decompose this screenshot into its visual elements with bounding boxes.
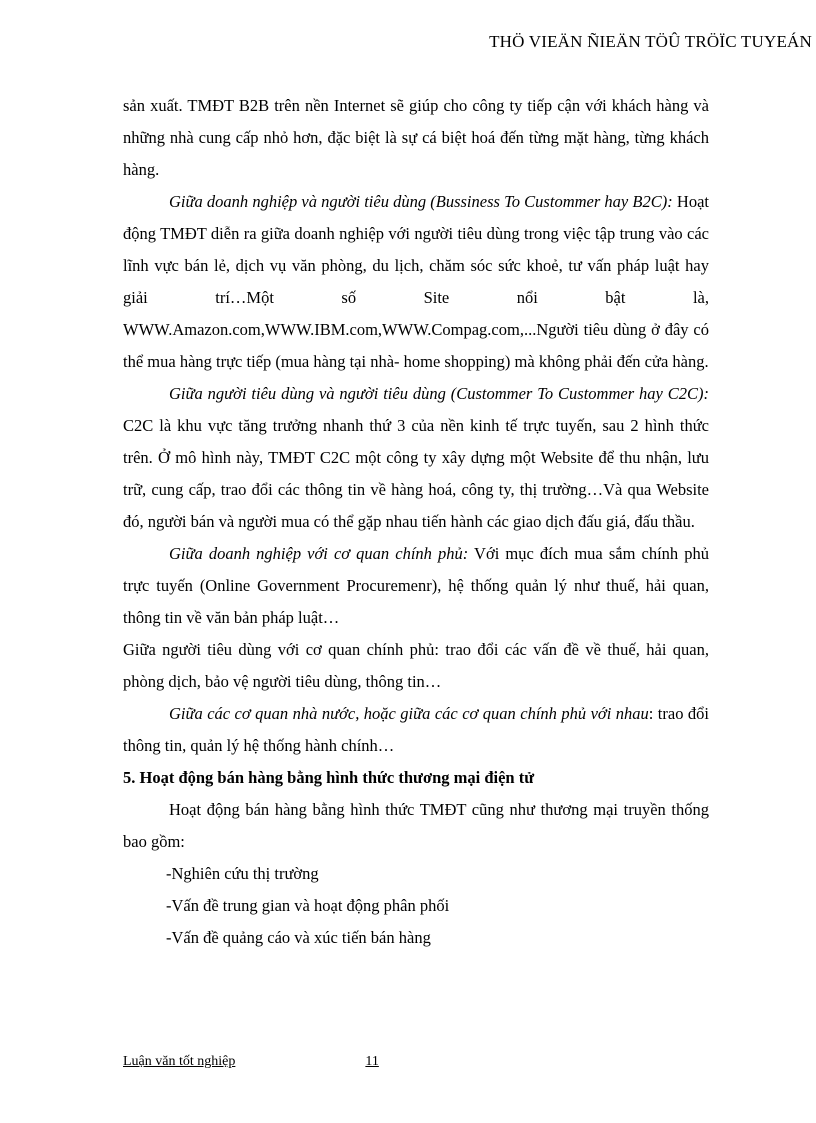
paragraph-g2g-lead: Giữa các cơ quan nhà nước, hoặc giữa các cơ quan chính phủ với nhau	[169, 704, 649, 723]
paragraph-c2c-text: C2C là khu vực tăng trưởng nhanh thứ 3 của nền kinh tế trực tuyến, sau 2 hình thức trên. Ở mô hình này, TMĐT C2C một công ty xây dựng một Website để thu nhận, lưu trữ, cung cấp, trao đổi các thông tin về hàng hoá, công ty, thị trường…Và qua Website đó, người bán và người mua có thể gặp nhau tiến hành các giao dịch đấu giá, đấu thầu.	[123, 416, 709, 531]
paragraph-c2c	[123, 378, 709, 538]
paragraph-b2g-lead: Giữa doanh nghiệp với cơ quan chính phủ:	[169, 544, 469, 563]
footer-rule	[123, 1054, 379, 1070]
paragraph-b2c-text: Hoạt động TMĐT diễn ra giữa doanh nghiệp với người tiêu dùng trong việc tập trung vào các lĩnh vực bán lẻ, dịch vụ văn phòng, du lịch, chăm sóc sức khoẻ, tư vấn pháp luật hay giải trí…Một số Site nổi bật là, WWW.Amazon.com,WWW.IBM.com,WWW.Compag.com,...Người tiêu dùng ở đây có thể mua hàng trực tiếp (mua hàng tại nhà- home shopping) mà không phải đến cửa hàng.	[123, 192, 709, 371]
page-number: 11	[365, 1054, 379, 1069]
page-footer	[123, 1054, 379, 1070]
paragraph-b2g	[123, 538, 709, 634]
page-body	[123, 90, 709, 954]
paragraph-c2c-lead: Giữa người tiêu dùng và người tiêu dùng (Custommer To Custommer hay C2C):	[169, 384, 709, 403]
paragraph-b2b-continued: sản xuất. TMĐT B2B trên nền Internet sẽ giúp cho công ty tiếp cận với khách hàng và những nhà cung cấp nhỏ hơn, đặc biệt là sự cá biệt hoá đến từng mặt hàng, từng khách hàng.	[123, 96, 709, 179]
paragraph-b2c	[123, 186, 709, 378]
paragraph-g2g	[123, 698, 709, 762]
list-item: -Vấn đề quảng cáo và xúc tiến bán hàng	[166, 928, 431, 947]
list-item: -Vấn đề trung gian và hoạt động phân phối	[166, 896, 450, 915]
paragraph-g2g-text: : trao đổi thông tin, quản lý hệ thống hành chính…	[123, 704, 709, 755]
running-header: THÖ VIEÄN ÑIEÄN TÖÛ TRÖÏC TUYEÁN	[489, 32, 812, 51]
list-item: -Nghiên cứu thị trường	[166, 864, 319, 883]
footer-label: Luận văn tốt nghiệp	[123, 1054, 236, 1069]
paragraph-b2c-lead: Giữa doanh nghiệp và người tiêu dùng (Bussiness To Custommer hay B2C):	[169, 192, 673, 211]
paragraph-sales-intro: Hoạt động bán hàng bằng hình thức TMĐT cũng như thương mại truyền thống bao gồm:	[123, 800, 709, 851]
paragraph-c2g: Giữa người tiêu dùng với cơ quan chính phủ: trao đổi các vấn đề về thuế, hải quan, phòng dịch, bảo vệ người tiêu dùng, thông tin…	[123, 640, 709, 691]
paragraph-b2g-text: Với mục đích mua sắm chính phủ trực tuyến (Online Government Procuremenr), hệ thống quản lý như thuế, hải quan, thông tin về văn bản pháp luật…	[123, 544, 710, 627]
section-heading: 5. Hoạt động bán hàng bằng hình thức thương mại điện tử	[123, 768, 535, 787]
